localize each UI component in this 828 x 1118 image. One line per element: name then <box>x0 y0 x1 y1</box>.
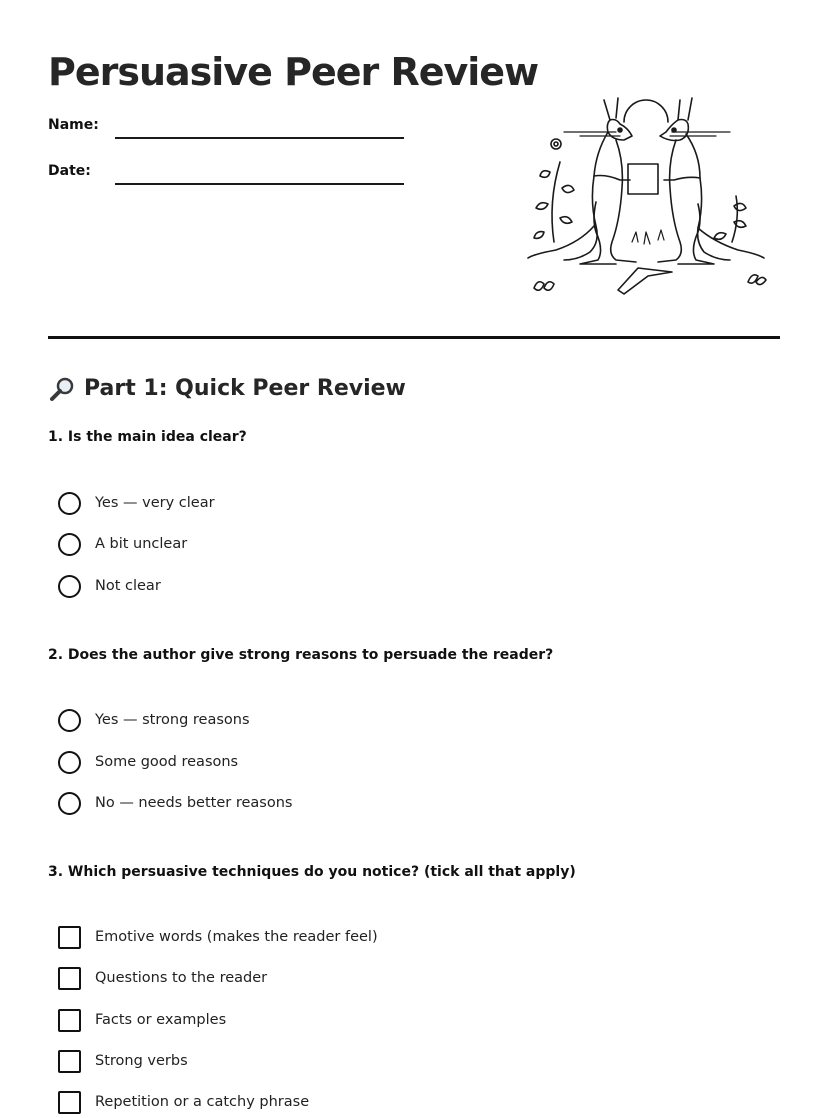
option-label: Yes — very clear <box>95 495 215 511</box>
option-label: Questions to the reader <box>95 970 268 986</box>
page-title: Persuasive Peer Review <box>48 50 539 94</box>
date-input-line[interactable] <box>115 183 404 185</box>
q3-option-4[interactable] <box>58 1049 188 1073</box>
checkbox[interactable] <box>58 1009 81 1032</box>
q1-option-1[interactable] <box>58 491 215 515</box>
option-label: Not clear <box>95 578 161 594</box>
option-label: Emotive words (makes the reader feel) <box>95 929 378 945</box>
checkbox[interactable] <box>58 926 81 949</box>
checkbox[interactable] <box>58 1050 81 1073</box>
option-label: A bit unclear <box>95 536 188 552</box>
q2-option-3[interactable] <box>58 791 292 815</box>
option-label: Strong verbs <box>95 1053 188 1069</box>
part1-heading-text: Part 1: Quick Peer Review <box>84 376 406 401</box>
magnifying-glass-icon <box>48 375 76 403</box>
question-3: 3. Which persuasive techniques do you notice? (tick all that apply) <box>48 864 576 880</box>
radio-button[interactable] <box>58 792 81 815</box>
radio-button[interactable] <box>58 751 81 774</box>
q1-option-3[interactable] <box>58 574 161 598</box>
checkbox[interactable] <box>58 1091 81 1114</box>
option-label: Some good reasons <box>95 754 239 770</box>
radio-button[interactable] <box>58 709 81 732</box>
section-divider <box>48 336 780 339</box>
q3-option-3[interactable] <box>58 1008 226 1032</box>
radio-button[interactable] <box>58 492 81 515</box>
name-label: Name: <box>48 117 99 133</box>
option-label: Yes — strong reasons <box>95 712 250 728</box>
part1-heading <box>48 374 406 404</box>
checkbox[interactable] <box>58 967 81 990</box>
option-label: No — needs better reasons <box>95 795 293 811</box>
q2-option-1[interactable] <box>58 708 250 732</box>
date-label: Date: <box>48 163 91 179</box>
option-label: Facts or examples <box>95 1012 227 1028</box>
q2-option-2[interactable] <box>58 750 238 774</box>
q3-option-1[interactable] <box>58 925 378 949</box>
question-1: 1. Is the main idea clear? <box>48 429 247 445</box>
q3-option-2[interactable] <box>58 966 267 990</box>
question-2: 2. Does the author give strong reasons to persuade the reader? <box>48 647 554 663</box>
radio-button[interactable] <box>58 533 81 556</box>
name-input-line[interactable] <box>115 137 404 139</box>
q1-option-2[interactable] <box>58 532 187 556</box>
radio-button[interactable] <box>58 575 81 598</box>
q3-option-5[interactable] <box>58 1090 309 1114</box>
kangaroos-illustration <box>520 92 770 298</box>
option-label: Repetition or a catchy phrase <box>95 1094 310 1110</box>
